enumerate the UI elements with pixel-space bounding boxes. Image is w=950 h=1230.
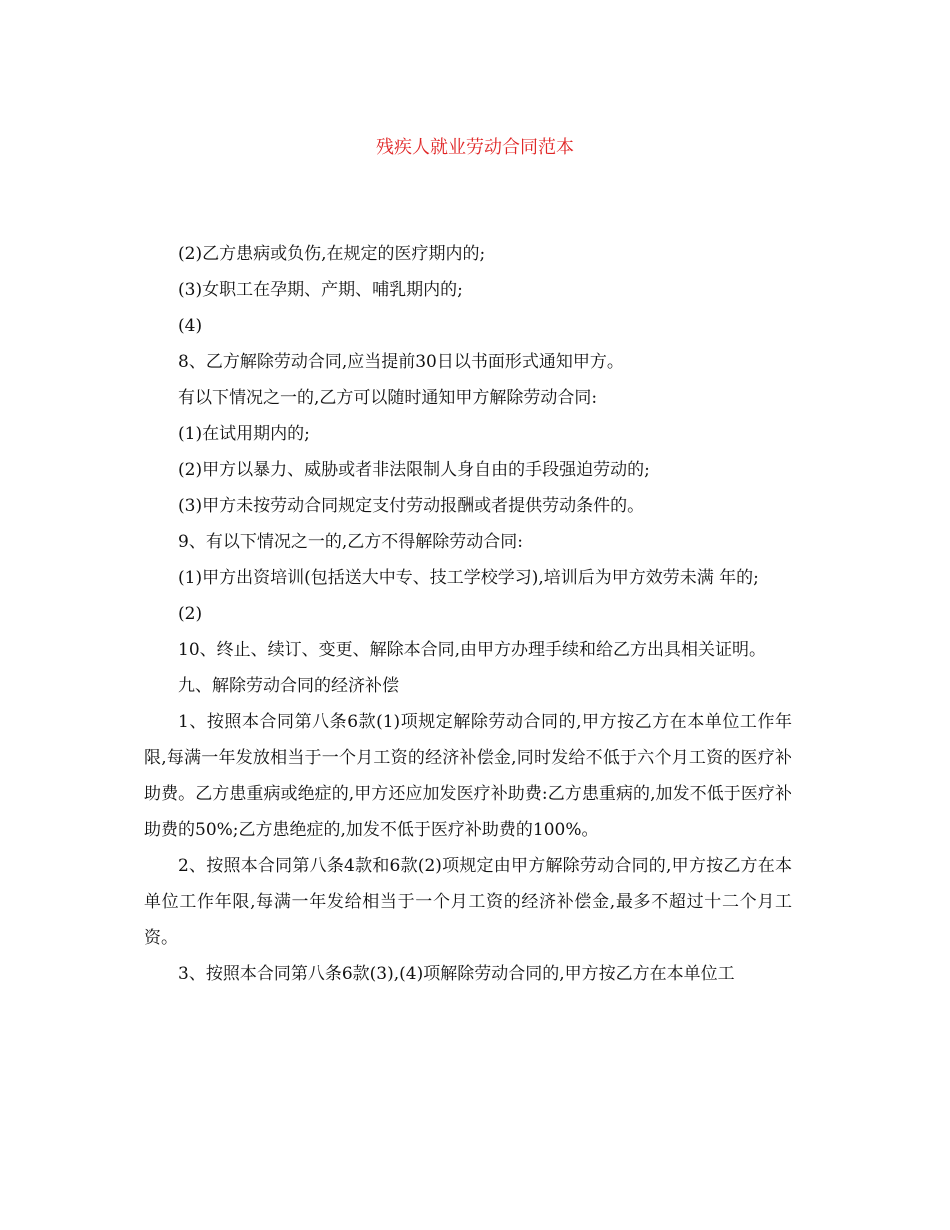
document-body bbox=[144, 236, 792, 992]
paragraph: 8、乙方解除劳动合同,应当提前30日以书面形式通知甲方。 bbox=[178, 352, 624, 372]
paragraph: (2) bbox=[178, 604, 203, 624]
paragraph: (1)甲方出资培训(包括送大中专、技工学校学习),培训后为甲方效劳未满 年的; bbox=[178, 568, 759, 588]
paragraph: 1、按照本合同第八条6款(1)项规定解除劳动合同的,甲方按乙方在本单位工作年限,每满一年发放相当于一个月工资的经济补偿金,同时发给不低于六个月工资的医疗补助费。乙方患重病或绝症的,甲方还应加发医疗补助费:乙方患重病的,加发不低于医疗补助费的50%;乙方患绝症的,加发不低于医疗补助费的100%。 bbox=[144, 712, 792, 840]
paragraph: (1)在试用期内的; bbox=[178, 424, 310, 444]
section-heading: 九、解除劳动合同的经济补偿 bbox=[178, 676, 399, 696]
paragraph: (4) bbox=[178, 316, 203, 336]
paragraph: 9、有以下情况之一的,乙方不得解除劳动合同: bbox=[178, 532, 523, 552]
paragraph: 2、按照本合同第八条4款和6款(2)项规定由甲方解除劳动合同的,甲方按乙方在本单位工作年限,每满一年发给相当于一个月工资的经济补偿金,最多不超过十二个月工资。 bbox=[144, 856, 792, 948]
paragraph: 有以下情况之一的,乙方可以随时通知甲方解除劳动合同: bbox=[178, 388, 598, 408]
paragraph: (3)女职工在孕期、产期、哺乳期内的; bbox=[178, 280, 463, 300]
paragraph: 3、按照本合同第八条6款(3),(4)项解除劳动合同的,甲方按乙方在本单位工 bbox=[178, 964, 735, 984]
paragraph: (2)甲方以暴力、威胁或者非法限制人身自由的手段强迫劳动的; bbox=[178, 460, 650, 480]
document-title: 残疾人就业劳动合同范本 bbox=[376, 137, 574, 158]
paragraph: 10、终止、续订、变更、解除本合同,由甲方办理手续和给乙方出具相关证明。 bbox=[178, 640, 767, 660]
paragraph: (3)甲方未按劳动合同规定支付劳动报酬或者提供劳动条件的。 bbox=[178, 496, 645, 516]
paragraph: (2)乙方患病或负伤,在规定的医疗期内的; bbox=[178, 244, 486, 264]
